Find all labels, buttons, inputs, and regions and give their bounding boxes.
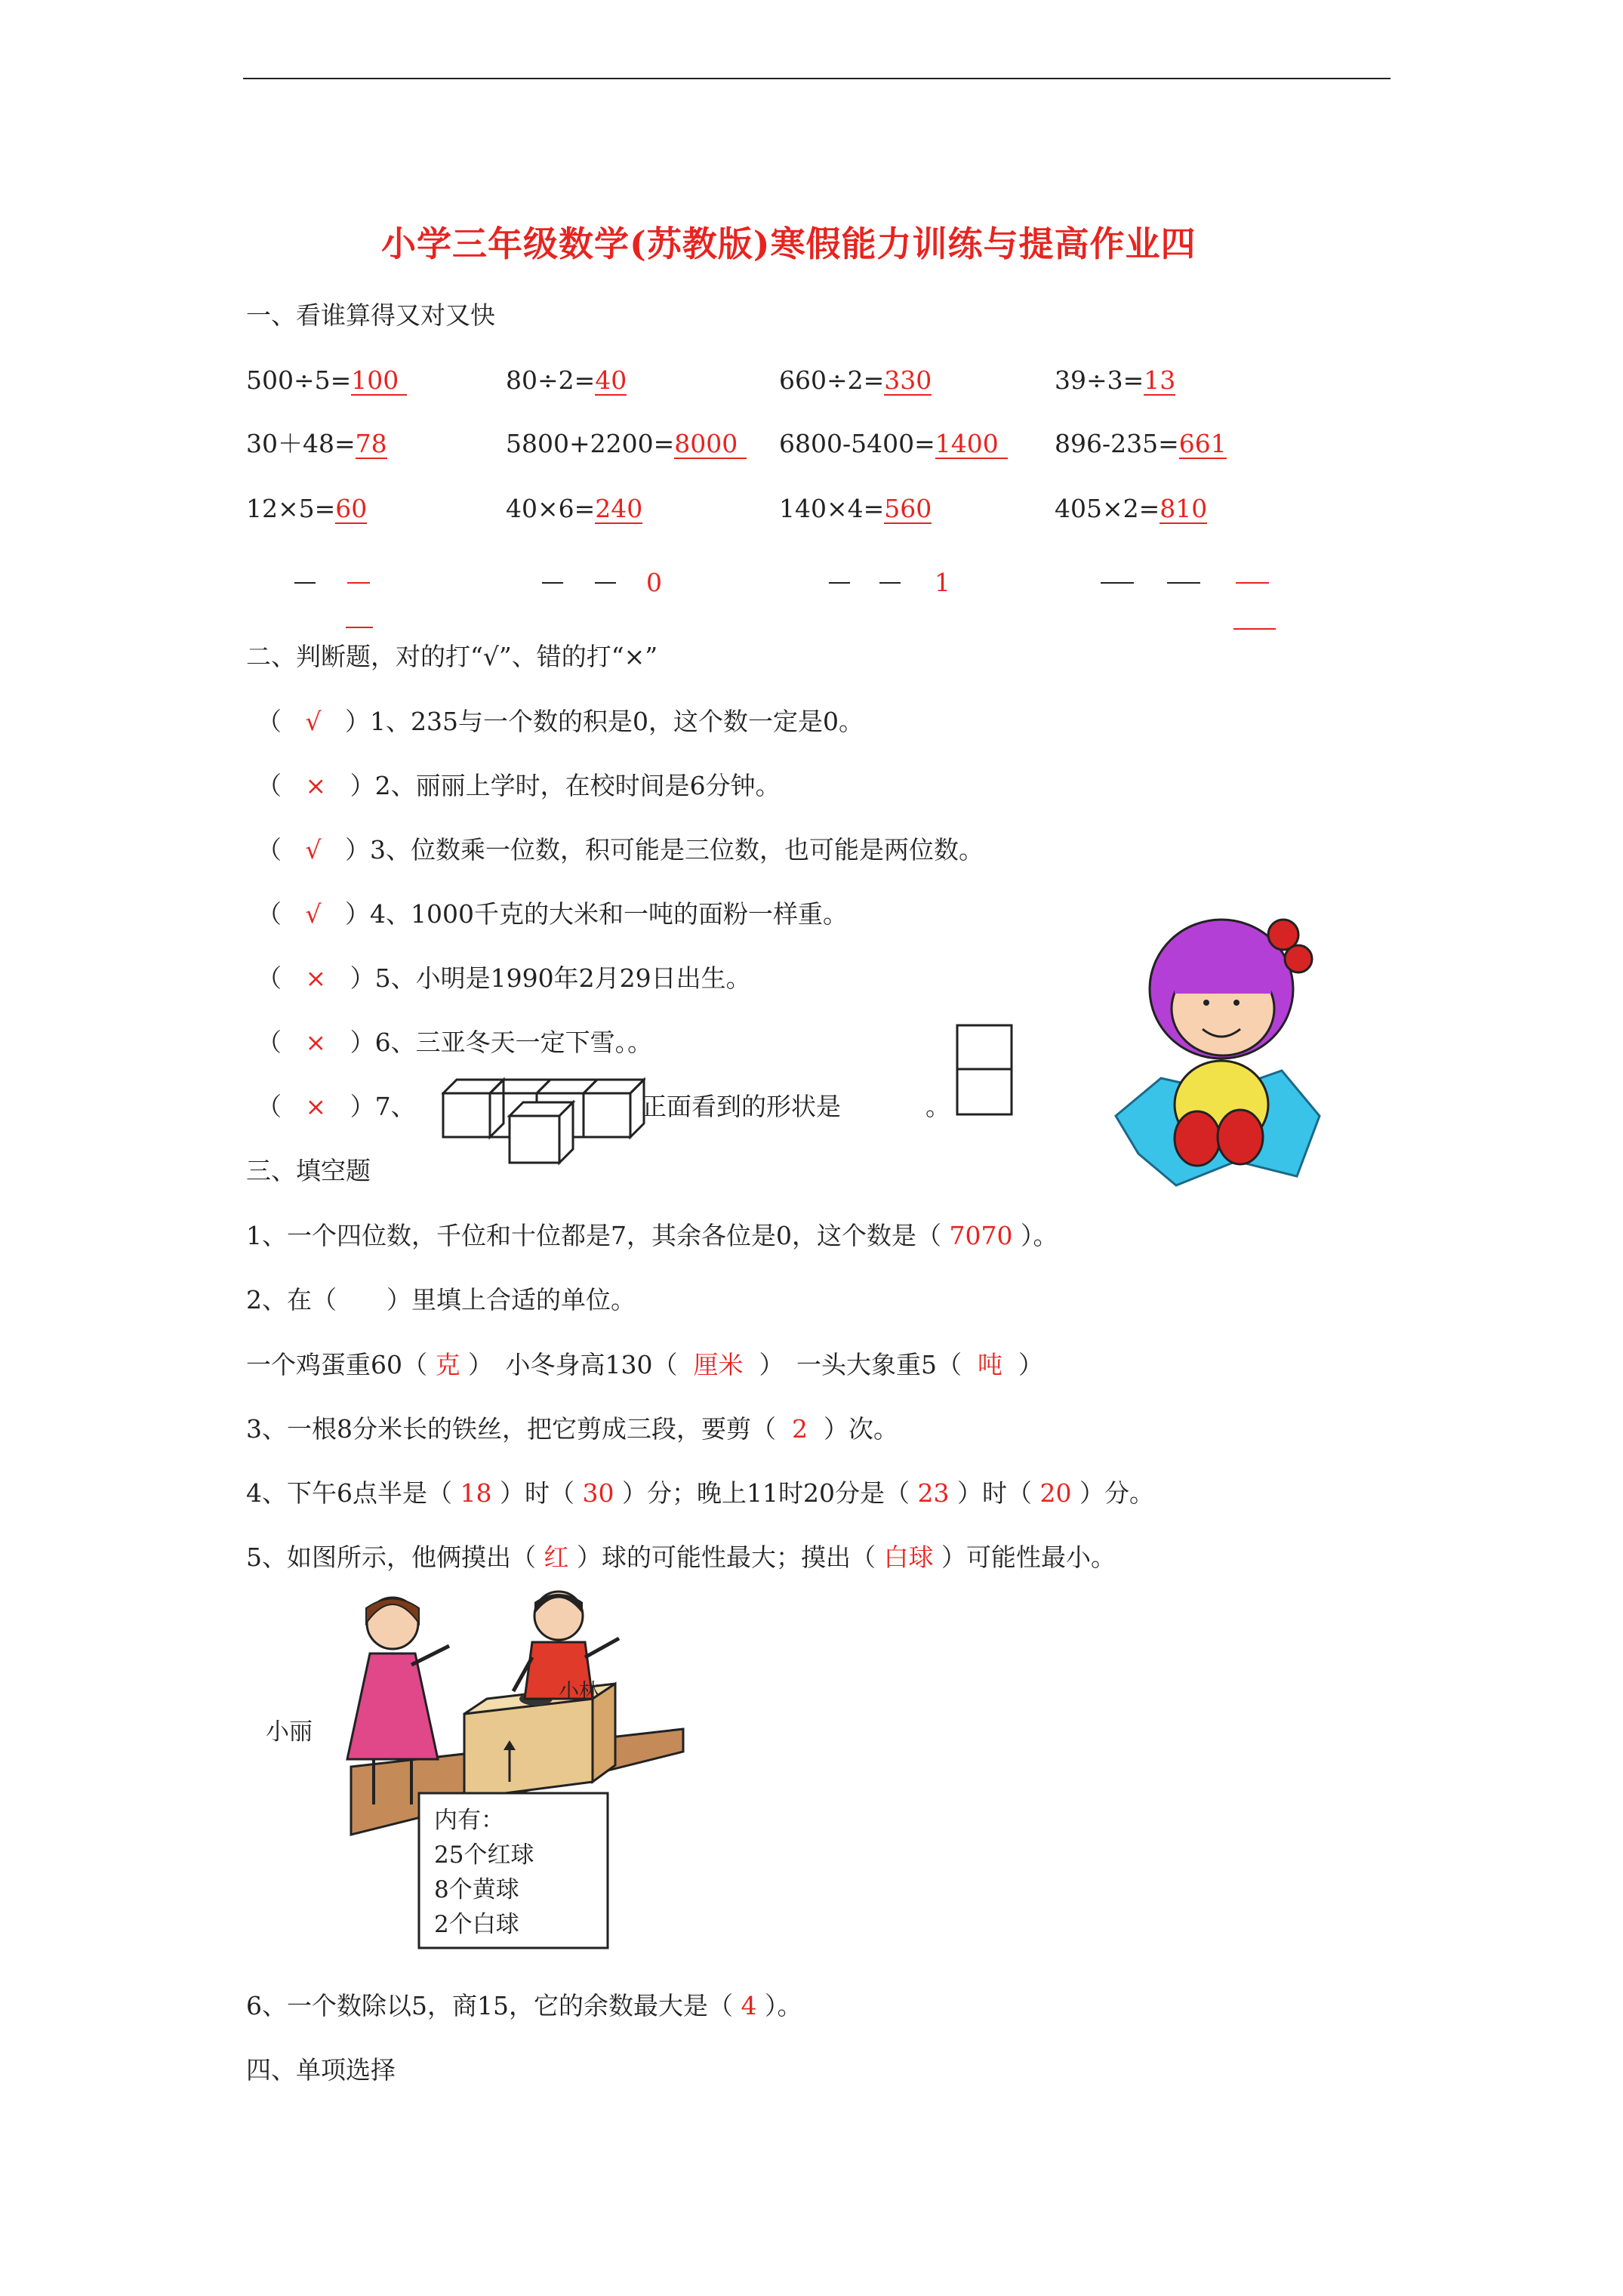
section3-heading: 三、填空题 — [246, 1156, 371, 1185]
judge-mark: × — [305, 771, 327, 800]
judge-item: （ √ ）3、位数乘一位数，积可能是三位数，也可能是两位数。 — [257, 835, 984, 864]
fraction-bar — [346, 627, 373, 628]
section2-heading: 二、判断题，对的打“√”、错的打“×” — [246, 642, 658, 671]
answer: 红 — [544, 1542, 569, 1572]
front-view-figure — [956, 1024, 1015, 1117]
fraction-bar — [1233, 628, 1276, 630]
fill-q3: 3、一根8分米长的铁丝，把它剪成三段，要剪（ 2 ）次。 — [246, 1414, 898, 1444]
fill-q5: 5、如图所示，他俩摸出（ 红 ）球的可能性最大；摸出（ 白球 ）可能性最小。 — [246, 1542, 1116, 1572]
calc-item: 5800+2200=8000 — [506, 429, 747, 459]
judge-item7-suffix: 正面看到的形状是 — [642, 1092, 841, 1121]
fill-q1: 1、一个四位数，千位和十位都是7，其余各位是0，这个数是（ 7070 ）。 — [246, 1221, 1058, 1250]
answer: 克 — [435, 1350, 460, 1379]
ball-box-contents: 内有： 25个红球 8个黄球 2个白球 — [434, 1807, 534, 1938]
answer: 白球 — [883, 1542, 934, 1572]
boy-label: 小林 — [559, 1680, 599, 1703]
judge-mark: √ — [305, 899, 322, 929]
section4-heading: 四、单项选择 — [246, 2055, 396, 2085]
answer: 7070 — [949, 1221, 1013, 1250]
page-title: 小学三年级数学(苏教版)寒假能力训练与提高作业四 — [381, 223, 1196, 264]
answer: 30 — [582, 1478, 614, 1508]
calc-item: 12×5=60 — [246, 494, 368, 523]
fraction-answer: 0 — [646, 568, 662, 597]
fill-q2: 2、在（ ）里填上合适的单位。 — [246, 1285, 636, 1314]
fraction-bar — [542, 582, 563, 584]
fraction-bar — [1167, 582, 1200, 584]
fill-q2-line: 一个鸡蛋重60（ 克 ） 小冬身高130（ 厘米 ） 一头大象重5（ 吨 ） — [246, 1350, 1043, 1379]
fraction-bar — [1236, 582, 1269, 584]
judge-mark: × — [305, 1092, 327, 1121]
calc-item: 6800-5400=1400 — [779, 429, 1008, 459]
answer: 厘米 — [693, 1350, 744, 1379]
judge-item: （ × ）2、丽丽上学时，在校时间是6分钟。 — [257, 771, 781, 800]
judge-mark: × — [305, 1028, 327, 1057]
judge-mark: √ — [305, 707, 322, 736]
answer: 23 — [917, 1478, 950, 1508]
judge-item: （ × ）7、 — [257, 1092, 416, 1121]
fill-q4: 4、下午6点半是（ 18 ）时（ 30 ）分；晚上11时20分是（ 23 ）时（ 20 ）分。 — [246, 1478, 1154, 1508]
judge-item7-end: 。 — [925, 1092, 950, 1121]
judge-mark: √ — [305, 835, 322, 864]
calc-item: 405×2=810 — [1055, 494, 1208, 523]
answer: 18 — [460, 1478, 492, 1508]
fraction-bar — [294, 582, 316, 584]
fraction-bar — [595, 582, 616, 584]
calc-item: 39÷3=13 — [1055, 365, 1176, 395]
answer: 2 — [791, 1414, 808, 1444]
calc-item: 40×6=240 — [506, 494, 643, 523]
fraction-answer: 1 — [935, 568, 950, 597]
calc-item: 80÷2=40 — [506, 365, 627, 395]
judge-mark: × — [305, 963, 327, 993]
calc-item: 30＋48=78 — [246, 429, 387, 458]
cube-group-figure — [442, 1072, 645, 1170]
calc-item: 500÷5=100 — [246, 365, 407, 396]
judge-item: （ × ）5、小明是1990年2月29日出生。 — [257, 963, 751, 993]
answer: 吨 — [977, 1350, 1002, 1379]
calc-item: 660÷2=330 — [779, 365, 932, 395]
fraction-bar — [1101, 582, 1134, 584]
header-rule — [243, 78, 1390, 79]
judge-item: （ √ ）1、235与一个数的积是0，这个数一定是0。 — [257, 707, 864, 736]
girl-label: 小丽 — [266, 1718, 313, 1746]
judge-item: （ × ）6、三亚冬天一定下雪。。 — [257, 1028, 653, 1057]
girl-illustration — [1108, 889, 1327, 1190]
answer: 4 — [741, 1991, 757, 2020]
calc-item: 896-235=661 — [1055, 429, 1227, 458]
judge-item: （ √ ）4、1000千克的大米和一吨的面粉一样重。 — [257, 899, 848, 929]
calc-item: 140×4=560 — [779, 494, 932, 523]
section1-heading: 一、看谁算得又对又快 — [246, 300, 495, 330]
fraction-bar — [879, 582, 901, 584]
answer: 20 — [1039, 1478, 1072, 1508]
fraction-bar — [829, 582, 850, 584]
fraction-bar — [347, 582, 370, 584]
fill-q6: 6、一个数除以5，商15，它的余数最大是（ 4 ）。 — [246, 1991, 802, 2020]
